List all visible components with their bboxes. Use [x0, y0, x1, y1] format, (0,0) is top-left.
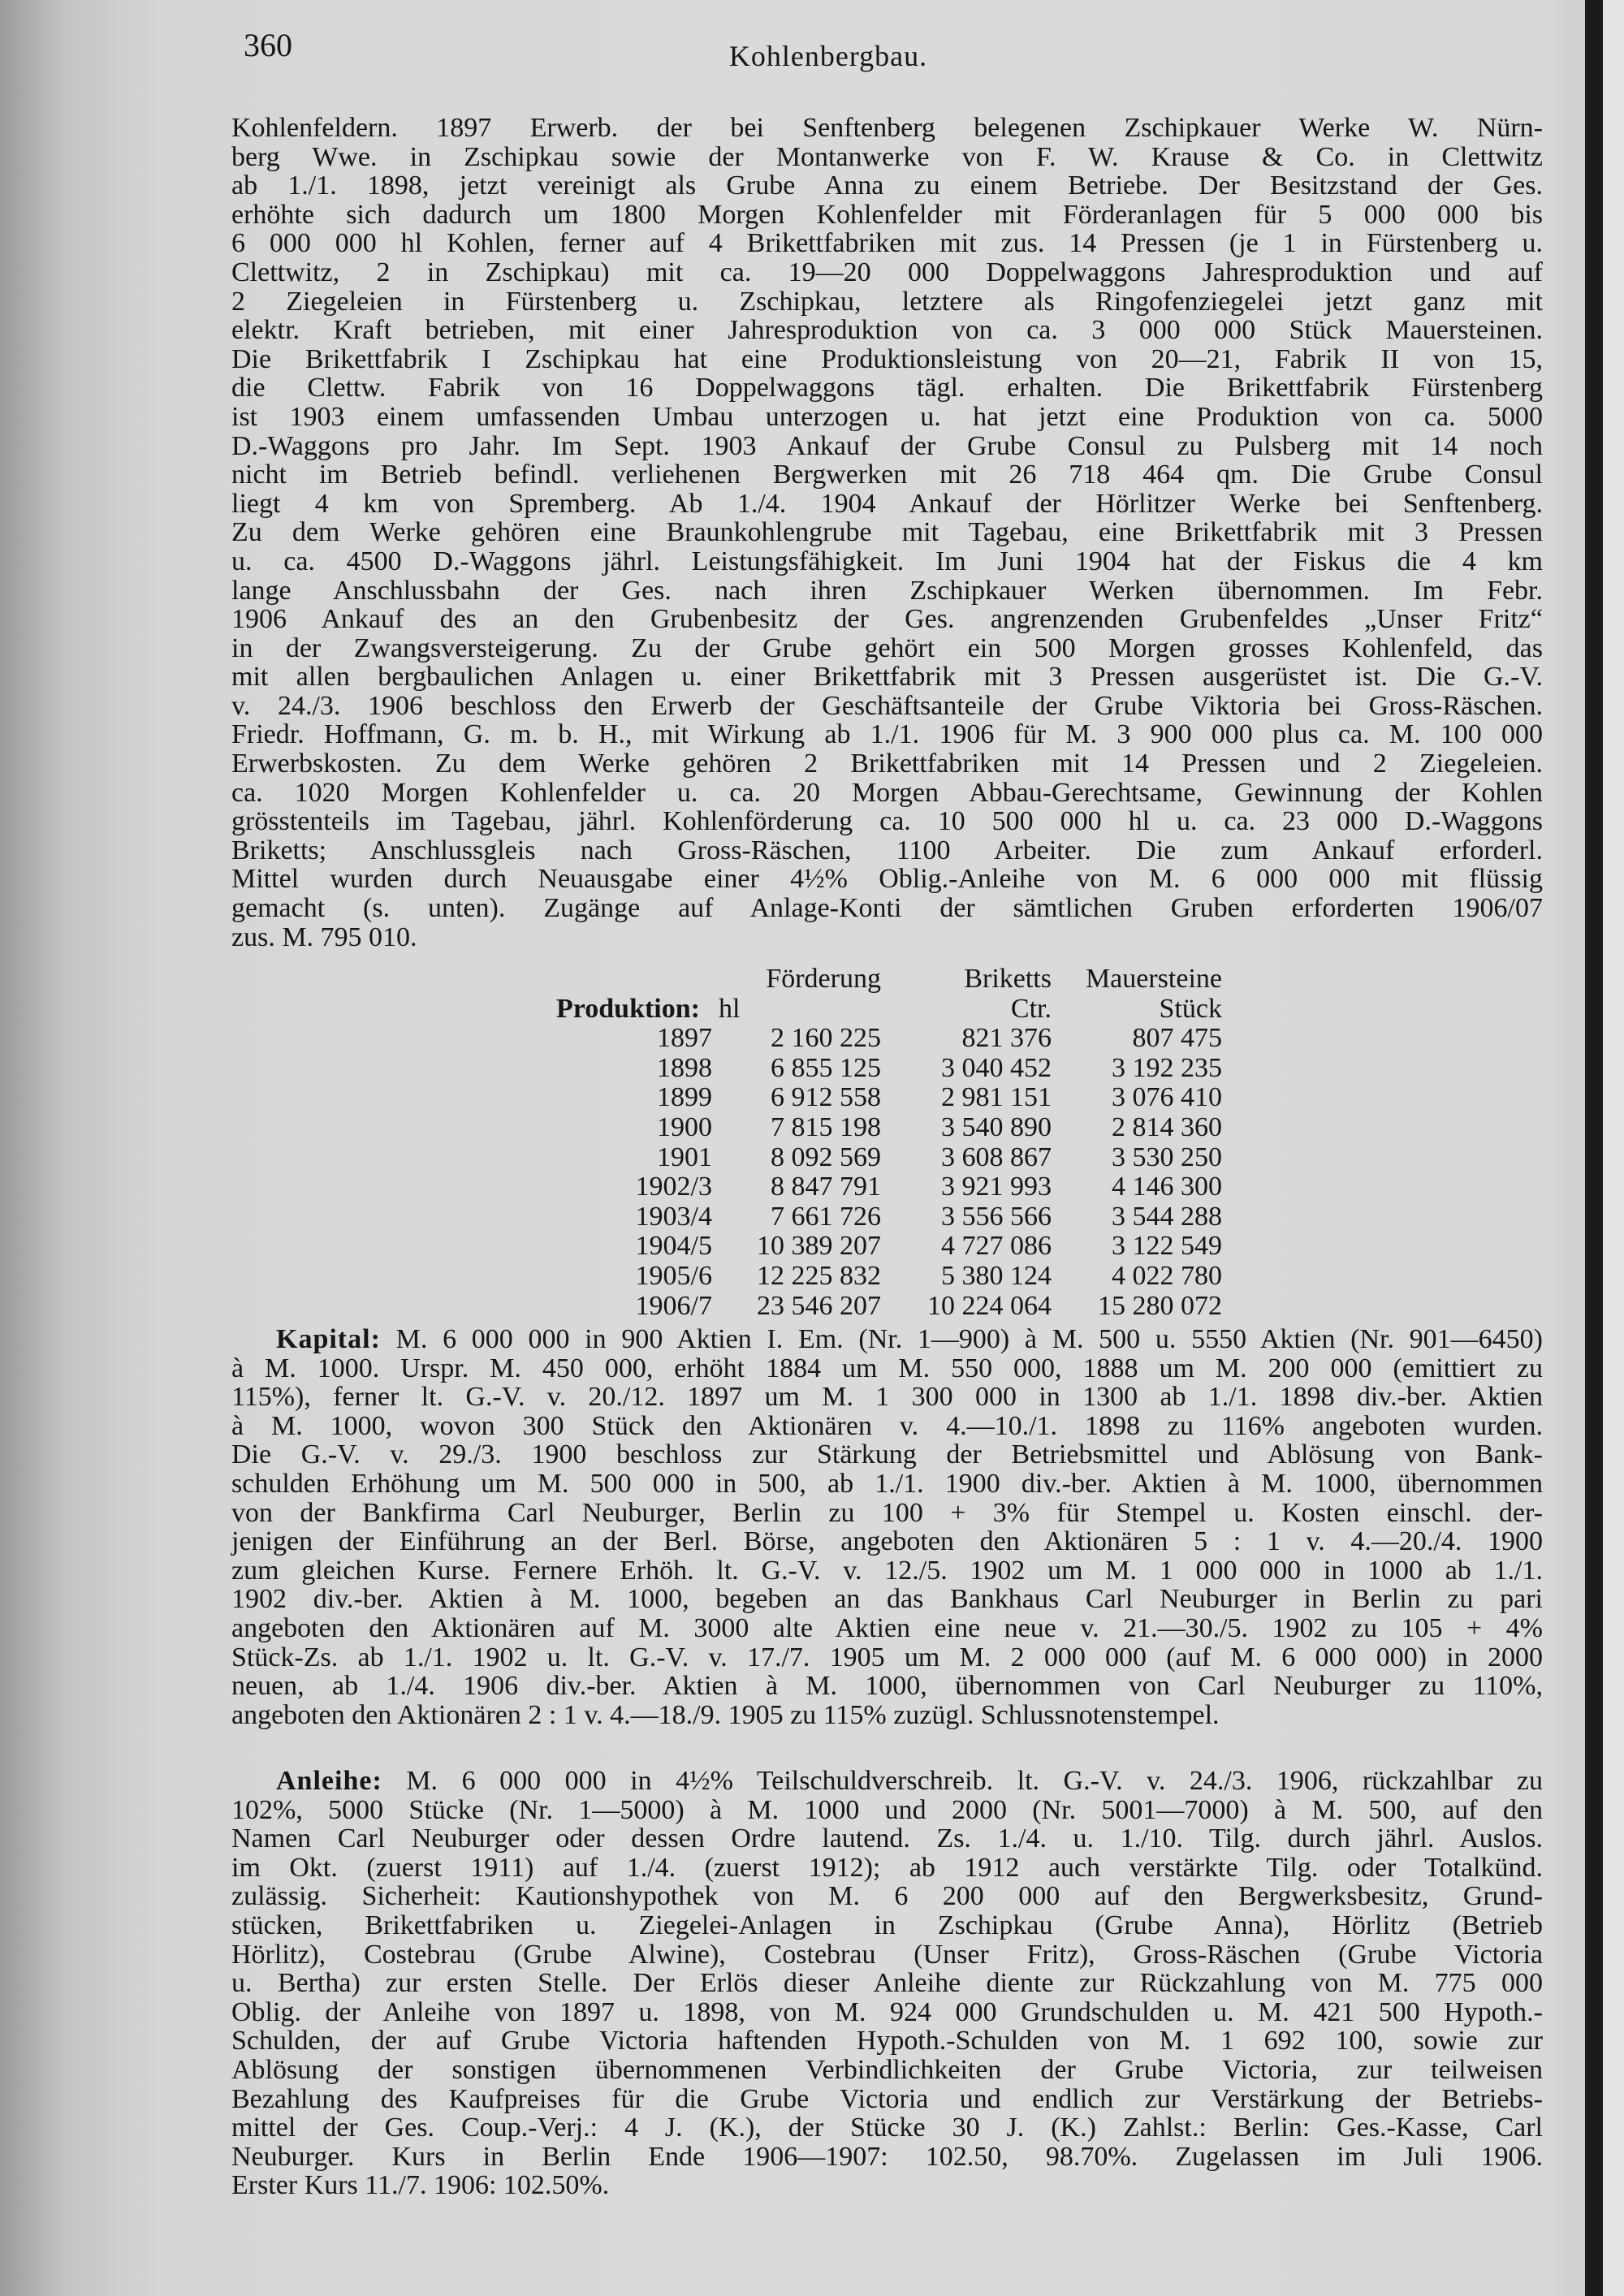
paragraph-line	[231, 1767, 1543, 1796]
value-cell: 807 475	[1132, 1023, 1222, 1054]
value-cell: 2 814 360	[1111, 1111, 1222, 1142]
paragraph-line: Erwerbskosten. Zu dem Werke gehören 2 Brikettfabriken mit 14 Pressen und 2 Ziegeleien.	[231, 749, 1543, 779]
column-unit: Stück	[1159, 993, 1222, 1024]
value-cell: 10 389 207	[756, 1231, 881, 1262]
value-cell: 7 815 198	[770, 1111, 881, 1142]
year-cell: 1906/7	[635, 1290, 712, 1321]
value-cell: 4 146 300	[1111, 1172, 1222, 1202]
intro-paragraph	[231, 114, 1543, 952]
paragraph-line: Ablösung der sonstigen übernommenen Verbindlichkeiten der Grube Victoria, zur teilweisen	[231, 2054, 1543, 2085]
column-header: Mauersteine	[1085, 964, 1222, 994]
value-cell: 23 546 207	[756, 1290, 881, 1321]
value-cell: 821 376	[961, 1023, 1052, 1054]
table-row	[568, 1024, 1222, 1054]
paragraph-line: angeboten den Aktionären auf M. 3000 alte Aktien eine neue v. 21.—30./5. 1902 zu 105 + 4%	[231, 1612, 1543, 1643]
paragraph-line: Neuburger. Kurs in Berlin Ende 1906—1907: 102.50, 98.70%. Zugelassen im Juli 1906.	[231, 2141, 1543, 2172]
column-header: Briketts	[964, 964, 1052, 994]
value-cell: 8 092 569	[770, 1142, 881, 1172]
paragraph-line: mit allen bergbaulichen Anlagen u. einer Brikettfabrik mit 3 Pressen ausgerüstet ist. Die G.-V.	[231, 662, 1543, 693]
paragraph-line: grösstenteils im Tagebau, jährl. Kohlenförderung ca. 10 500 000 hl u. ca. 23 000 D.-Waggons	[231, 806, 1543, 837]
paragraph-line: Erster Kurs 11./7. 1906: 102.50%.	[231, 2170, 610, 2201]
value-cell: 10 224 064	[926, 1290, 1052, 1321]
paragraph-line: Namen Carl Neuburger oder dessen Ordre lautend. Zs. 1./4. u. 1./10. Tilg. durch jährl. Auslos.	[231, 1823, 1543, 1854]
paragraph-line: Hörlitz), Costebrau (Grube Alwine), Costebrau (Unser Fritz), Gross-Räschen (Grube Victoria	[231, 1939, 1543, 1970]
paragraph-line: Stück-Zs. ab 1./1. 1902 u. lt. G.-V. v. 17./7. 1905 um M. 2 000 000 (auf M. 6 000 000) in 2000	[231, 1642, 1543, 1672]
paragraph-line: ist 1903 einem umfassenden Umbau unterzogen u. hat jetzt eine Produktion von ca. 5000	[231, 401, 1543, 432]
value-cell: 3 192 235	[1111, 1052, 1222, 1083]
column-header: Förderung	[766, 964, 881, 994]
paragraph-line: Zu dem Werke gehören eine Braunkohlengrube mit Tagebau, eine Brikettfabrik mit 3 Pressen	[231, 517, 1543, 548]
paragraph-line: D.-Waggons pro Jahr. Im Sept. 1903 Ankauf der Grube Consul zu Pulsberg mit 14 noch	[231, 430, 1543, 461]
value-cell: 2 160 225	[770, 1023, 881, 1054]
paragraph-line: lange Anschlussbahn der Ges. nach ihren Zschipkauer Werken übernommen. Im Febr.	[231, 575, 1543, 606]
table-header-row-1	[568, 965, 1222, 995]
anleihe-paragraph	[231, 1767, 1543, 2200]
year-cell: 1897	[656, 1023, 712, 1054]
value-cell: 3 122 549	[1111, 1231, 1222, 1262]
table-label: Produktion:	[556, 993, 700, 1024]
value-cell: 7 661 726	[770, 1201, 881, 1232]
paragraph-line: gemacht (s. unten). Zugänge auf Anlage-Konti der sämtlichen Gruben erforderten 1906/07	[231, 893, 1543, 924]
value-cell: 12 225 832	[756, 1260, 881, 1291]
paragraph-line: schulden Erhöhung um M. 500 000 in 500, ab 1./1. 1900 div.-ber. Aktien à M. 1000, übernommen	[231, 1468, 1543, 1499]
paragraph-line: liegt 4 km von Spremberg. Ab 1./4. 1904 Ankauf der Hörlitzer Werke bei Senftenberg.	[231, 488, 1543, 519]
year-cell: 1903/4	[635, 1201, 712, 1232]
paragraph-line: zum gleichen Kurse. Fernere Erhöh. lt. G.-V. v. 12./5. 1902 um M. 1 000 000 in 1000 ab 1./1.	[231, 1555, 1543, 1586]
paragraph-line: neuen, ab 1./4. 1906 div.-ber. Aktien à M. 1000, übernommen von Carl Neuburger zu 110%,	[231, 1671, 1543, 1702]
section-lead: Kapital:	[276, 1324, 381, 1354]
value-cell: 3 530 250	[1111, 1142, 1222, 1172]
table-row	[568, 1232, 1222, 1262]
paragraph-line: jenigen der Einführung an der Berl. Börse, angeboten den Aktionären 5 : 1 v. 4.—20./4. 1900	[231, 1526, 1543, 1557]
running-title: Kohlenbergbau.	[728, 40, 928, 72]
value-cell: 3 076 410	[1111, 1082, 1222, 1113]
paragraph-line: à M. 1000, wovon 300 Stück den Aktionären v. 4.—10./1. 1898 zu 116% angeboten wurden.	[231, 1410, 1543, 1441]
paragraph-line: Schulden, der auf Grube Victoria haftenden Hypoth.-Schulden von M. 1 692 100, sowie zur	[231, 2026, 1543, 2056]
line-text: M. 6 000 000 in 4½% Teilschuldverschreib. lt. G.-V. v. 24./3. 1906, rückzahlbar zu	[406, 1766, 1543, 1796]
paragraph-line: v. 24./3. 1906 beschloss den Erwerb der Geschäftsanteile der Grube Viktoria bei Gross-Räschen.	[231, 690, 1543, 721]
scan-edge-dark	[1585, 0, 1603, 2296]
value-cell: 3 040 452	[940, 1052, 1052, 1083]
value-cell: 15 280 072	[1097, 1290, 1222, 1321]
year-cell: 1899	[656, 1082, 712, 1113]
value-cell: 6 855 125	[770, 1052, 881, 1083]
column-unit: hl	[718, 993, 741, 1024]
paragraph-line: Kohlenfeldern. 1897 Erwerb. der bei Senftenberg belegenen Zschipkauer Werke W. Nürn-	[231, 113, 1543, 143]
value-cell: 3 608 867	[940, 1142, 1052, 1172]
paragraph-line: u. ca. 4500 D.-Waggons jährl. Leistungsfähigkeit. Im Juni 1904 hat der Fiskus die 4 km	[231, 546, 1543, 576]
paragraph-line: nicht im Betrieb befindl. verliehenen Bergwerken mit 26 718 464 qm. Die Grube Consul	[231, 460, 1543, 490]
paragraph-line: in der Zwangsversteigerung. Zu der Grube gehört ein 500 Morgen grosses Kohlenfeld, das	[231, 632, 1543, 663]
table-row	[568, 1113, 1222, 1143]
year-cell: 1902/3	[635, 1172, 712, 1202]
paragraph-line: ca. 1020 Morgen Kohlenfelder u. ca. 20 Morgen Abbau-Gerechtsame, Gewinnung der Kohlen	[231, 777, 1543, 808]
paragraph-line: Clettwitz, 2 in Zschipkau) mit ca. 19—20 000 Doppelwaggons Jahresproduktion und auf	[231, 257, 1543, 287]
paragraph-line: 115%), ferner lt. G.-V. v. 20./12. 1897 um M. 1 300 000 in 1300 ab 1./1. 1898 div.-ber. Aktien	[231, 1382, 1543, 1413]
table-row	[568, 1292, 1222, 1322]
paragraph-line: u. Bertha) zur ersten Stelle. Der Erlös dieser Anleihe diente zur Rückzahlung von M. 775 000	[231, 1968, 1543, 1999]
paragraph-line: berg Wwe. in Zschipkau sowie der Montanwerke von F. W. Krause & Co. in Clettwitz	[231, 141, 1543, 172]
scan-edge-light	[1603, 0, 1624, 2296]
paragraph-line: erhöhte sich dadurch um 1800 Morgen Kohlenfelder mit Förderanlagen für 5 000 000 bis	[231, 199, 1543, 230]
paragraph-line: ab 1./1. 1898, jetzt vereinigt als Grube Anna zu einem Betriebe. Der Besitzstand der Ges.	[231, 170, 1543, 201]
paragraph-line: Oblig. der Anleihe von 1897 u. 1898, von M. 924 000 Grundschulden u. M. 421 500 Hypoth.-	[231, 1996, 1543, 2027]
table-row	[568, 1262, 1222, 1292]
table-header-row-2	[568, 995, 1222, 1025]
paragraph-line: zulässig. Sicherheit: Kautionshypothek von M. 6 200 000 auf den Bergwerksbesitz, Grund-	[231, 1881, 1543, 1912]
year-cell: 1901	[656, 1142, 712, 1172]
table-row	[568, 1202, 1222, 1232]
paragraph-line: 6 000 000 hl Kohlen, ferner auf 4 Brikettfabriken mit zus. 14 Pressen (je 1 in Fürstenberg u.	[231, 228, 1543, 259]
paragraph-line: mittel der Ges. Coup.-Verj.: 4 J. (K.), der Stücke 30 J. (K.) Zahlst.: Berlin: Ges.-Kasse, Carl	[231, 2113, 1543, 2143]
kapital-paragraph	[231, 1325, 1543, 1729]
year-cell: 1900	[656, 1111, 712, 1142]
paragraph-line: von der Bankfirma Carl Neuburger, Berlin zu 100 + 3% für Stempel u. Kosten einschl. der-	[231, 1497, 1543, 1528]
paragraph-line: Die Brikettfabrik I Zschipkau hat eine Produktionsleistung von 20—21, Fabrik II von 15,	[231, 343, 1543, 374]
paragraph-line: angeboten den Aktionären 2 : 1 v. 4.—18./9. 1905 zu 115% zuzügl. Schlussnotenstempel.	[231, 1699, 1220, 1730]
paragraph-line: im Okt. (zuerst 1911) auf 1./4. (zuerst 1912); ab 1912 auch verstärkte Tilg. oder Totalkünd.	[231, 1852, 1543, 1883]
production-table	[556, 964, 1222, 1321]
table-row	[568, 1143, 1222, 1173]
column-unit: Ctr.	[1010, 993, 1052, 1024]
paragraph-line: à M. 1000. Urspr. M. 450 000, erhöht 1884 um M. 550 000, 1888 um M. 200 000 (emittiert zu	[231, 1353, 1543, 1383]
value-cell: 8 847 791	[770, 1172, 881, 1202]
paragraph-line: 102%, 5000 Stücke (Nr. 1—5000) à M. 1000 und 2000 (Nr. 5001—7000) à M. 500, auf den	[231, 1794, 1543, 1825]
paragraph-line: Friedr. Hoffmann, G. m. b. H., mit Wirkung ab 1./1. 1906 für M. 3 900 000 plus ca. M. 100 000	[231, 719, 1543, 750]
section-lead: Anleihe:	[276, 1766, 382, 1796]
value-cell: 4 022 780	[1111, 1260, 1222, 1291]
value-cell: 5 380 124	[940, 1260, 1052, 1291]
paragraph-line: die Clettw. Fabrik von 16 Doppelwaggons tägl. erhalten. Die Brikettfabrik Fürstenberg	[231, 373, 1543, 404]
paragraph-line	[231, 1325, 1543, 1354]
paragraph-line: 2 Ziegeleien in Fürstenberg u. Zschipkau, letztere als Ringofenziegelei jetzt ganz mit	[231, 286, 1543, 317]
paragraph-line: stücken, Brikettfabriken u. Ziegelei-Anlagen in Zschipkau (Grube Anna), Hörlitz (Betrieb	[231, 1910, 1543, 1940]
table-row	[568, 1172, 1222, 1202]
paragraph-line: Briketts; Anschlussgleis nach Gross-Räschen, 1100 Arbeiter. Die zum Ankauf erforderl.	[231, 835, 1543, 865]
year-cell: 1898	[656, 1052, 712, 1083]
value-cell: 3 921 993	[940, 1172, 1052, 1202]
paragraph-line: 1902 div.-ber. Aktien à M. 1000, begeben an das Bankhaus Carl Neuburger in Berlin zu pari	[231, 1584, 1543, 1615]
year-cell: 1905/6	[635, 1260, 712, 1291]
page-number: 360	[244, 27, 292, 63]
paragraph-line: Bezahlung des Kaufpreises für die Grube Victoria und endlich zur Verstärkung der Betriebs-	[231, 2083, 1543, 2114]
paragraph-line: elektr. Kraft betrieben, mit einer Jahresproduktion von ca. 3 000 000 Stück Mauersteinen.	[231, 315, 1543, 346]
table-row	[568, 1083, 1222, 1113]
paragraph-line: zus. M. 795 010.	[231, 921, 417, 952]
line-text: M. 6 000 000 in 900 Aktien I. Em. (Nr. 1—900) à M. 500 u. 5550 Aktien (Nr. 901—6450)	[395, 1324, 1544, 1354]
value-cell: 3 544 288	[1111, 1201, 1222, 1232]
year-cell: 1904/5	[635, 1231, 712, 1262]
value-cell: 3 556 566	[940, 1201, 1052, 1232]
table-row	[568, 1054, 1222, 1084]
value-cell: 3 540 890	[940, 1111, 1052, 1142]
value-cell: 6 912 558	[770, 1082, 881, 1113]
value-cell: 2 981 151	[940, 1082, 1052, 1113]
paragraph-line: 1906 Ankauf des an den Grubenbesitz der Ges. angrenzenden Grubenfeldes „Unser Fritz“	[231, 604, 1543, 635]
paragraph-line: Mittel wurden durch Neuausgabe einer 4½% Oblig.-Anleihe von M. 6 000 000 mit flüssig	[231, 864, 1543, 895]
value-cell: 4 727 086	[940, 1231, 1052, 1262]
paragraph-line: Die G.-V. v. 29./3. 1900 beschloss zur Stärkung der Betriebsmittel und Ablösung von Bank-	[231, 1439, 1543, 1470]
